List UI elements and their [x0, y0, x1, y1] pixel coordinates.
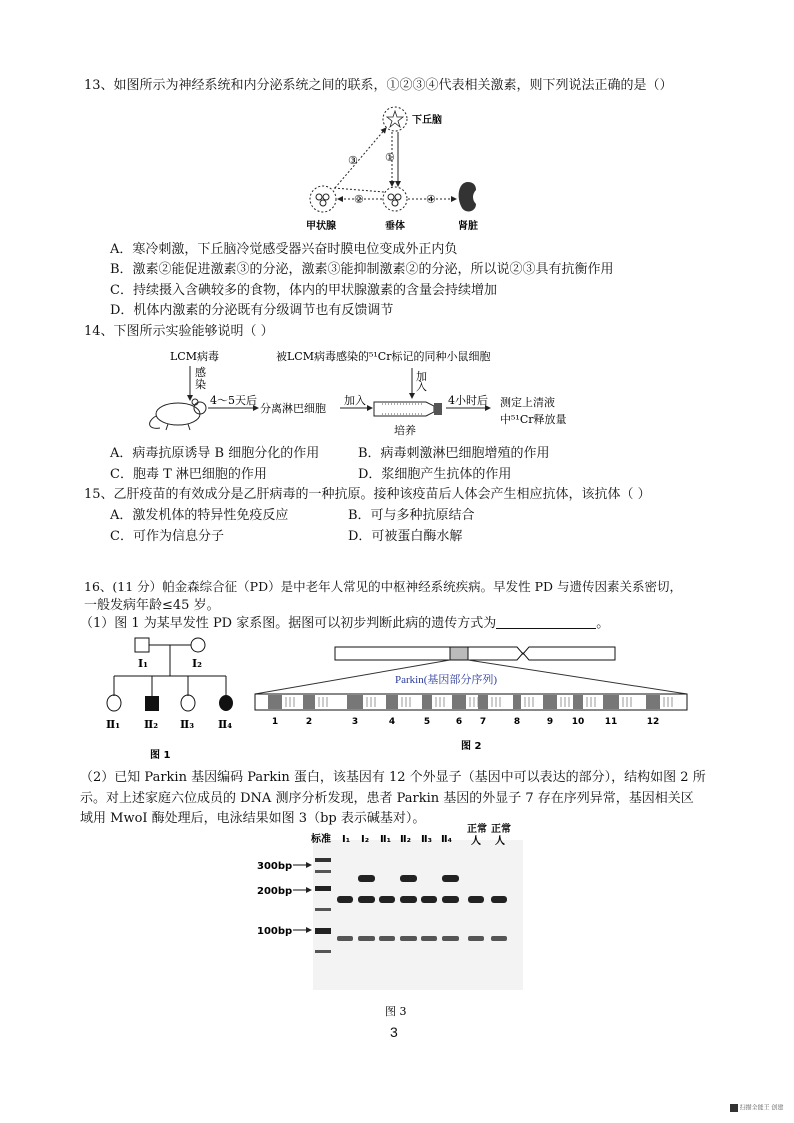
mouse-icon [150, 399, 206, 430]
lane-I1: Ⅰ₁ [342, 834, 351, 845]
q13-option-b: B．激素②能促进激素③的分泌，激素③能抑制激素②的分泌，所以说②③具有抗衡作用 [110, 262, 614, 277]
q14-option-d: D．浆细胞产生抗体的作用 [358, 467, 512, 482]
exon-label: 5 [423, 717, 431, 727]
exon-block [478, 695, 488, 709]
label-II4: Ⅱ₄ [218, 718, 233, 731]
marker-4: ④ [426, 193, 436, 206]
pituitary-label: 垂体 [385, 221, 405, 232]
label-II3: Ⅱ₃ [180, 718, 195, 731]
lane-normal-1-top: 正常 [467, 824, 487, 835]
q14-stem: 14、下图所示实验能够说明（ ） [84, 324, 274, 339]
exon-label: 7 [479, 717, 487, 727]
exon-label: 8 [513, 717, 521, 727]
bp200-label: 200bp [257, 886, 293, 897]
fig2-caption: 图 2 [461, 741, 482, 752]
lane-II1: Ⅱ₁ [380, 834, 391, 845]
q16-part1: （1）图 1 为某早发性 PD 家系图。据图可以初步判断此病的遗传方式为 。 [80, 616, 610, 631]
gene-figure [255, 642, 695, 757]
exon-block [543, 695, 557, 709]
svg-text:加: 加 [416, 370, 427, 383]
exon-label: 6 [455, 717, 463, 727]
exon-block [268, 695, 282, 709]
q16-part2-line2: 示。对上述家庭六位成员的 DNA 测序分析发现，患者 Parkin 基因的外显子 7 存在序列异常，基因相关区 [80, 791, 694, 806]
answer-blank [496, 614, 596, 629]
exon-block [422, 695, 432, 709]
lane-II4: Ⅱ₄ [441, 834, 452, 845]
q16-part2-line3: 域用 MwoI 酶处理后，电泳结果如图 3（bp 表示碱基对）。 [80, 811, 426, 826]
q15-option-c: C．可作为信息分子 [110, 529, 224, 544]
marker-2: ② [354, 193, 364, 206]
q15-option-b: B．可与多种抗原结合 [348, 508, 475, 523]
q16-part2-line1: （2）已知 Parkin 基因编码 Parkin 蛋白，该基因有 12 个外显子（基因中可以表达的部分），结构如图 2 所 [80, 770, 706, 785]
bp300-label: 300bp [257, 861, 293, 872]
exon-block [303, 695, 315, 709]
lane-normal-1-bot: 人 [471, 836, 481, 847]
hypothalamus-label: 下丘脑 [412, 115, 442, 126]
q15-option-a: A．激发机体的特异性免疫反应 [110, 508, 289, 523]
q15-option-d: D．可被蛋白酶水解 [348, 529, 463, 544]
exon-block [347, 695, 363, 709]
virus-label: LCM病毒 [170, 350, 219, 363]
exon-label: 4 [388, 717, 396, 727]
exon-block [513, 695, 521, 709]
q14-option-a: A．病毒抗原诱导 B 细胞分化的作用 [110, 446, 320, 461]
measure-label-1: 测定上清液 [500, 396, 555, 409]
q13-option-c: C．持续摄入含碘较多的食物，体内的甲状腺激素的含量会持续增加 [110, 283, 497, 298]
svg-text:入: 入 [416, 380, 427, 393]
add-label-2: 加入 [344, 394, 366, 407]
exon-block [573, 695, 583, 709]
exon-labels [272, 717, 659, 727]
q14-option-c: C．胞毒 T 淋巴细胞的作用 [110, 467, 267, 482]
exon-blocks [268, 695, 672, 709]
exon-label: 9 [546, 717, 554, 727]
q16-stem-line2: 一般发病年龄≤45 岁。 [84, 598, 220, 613]
exon-block [603, 695, 619, 709]
page-number: 3 [390, 1024, 398, 1040]
q13-option-a: A．寒冷刺激，下丘脑冷觉感受器兴奋时膜电位变成外正内负 [110, 242, 458, 257]
lane-I2: Ⅰ₂ [361, 834, 370, 845]
exon-block [452, 695, 466, 709]
label-II1: Ⅱ₁ [106, 718, 121, 731]
exon-label: 1 [271, 717, 279, 727]
qr-icon [730, 1104, 738, 1112]
lane-II2: Ⅱ₂ [400, 834, 411, 845]
exon-label: 11 [604, 717, 618, 727]
marker-3: ③ [348, 154, 358, 167]
neuron-icon [387, 111, 403, 127]
label-I2: Ⅰ₂ [192, 657, 202, 670]
thyroid-label: 甲状腺 [306, 221, 336, 232]
label-II2: Ⅱ₂ [144, 718, 159, 731]
days-label: 4～5天后 [210, 394, 257, 407]
marker-1: ① [385, 151, 395, 164]
q14-figure [150, 342, 590, 442]
hours-label: 4小时后 [448, 394, 488, 407]
kidney-icon [459, 182, 476, 211]
lane-II3: Ⅱ₃ [421, 834, 432, 845]
fig1-caption: 图 1 [150, 750, 171, 761]
separate-label: 分离淋巴细胞 [260, 402, 326, 415]
parkin-label: Parkin(基因部分序列) [395, 674, 498, 686]
label-I1: Ⅰ₁ [138, 657, 148, 670]
gel-figure [255, 826, 535, 1026]
infected-cells-label: 被LCM病毒感染的⁵¹Cr标记的同种小鼠细胞 [276, 350, 491, 363]
svg-text:感: 感 [195, 366, 206, 379]
svg-text:染: 染 [195, 378, 206, 391]
exon-block [386, 695, 398, 709]
exon-block [646, 695, 660, 709]
lane-normal-2-bot: 人 [495, 836, 505, 847]
culture-label: 培养 [394, 424, 416, 437]
fig3-caption: 图 3 [385, 1005, 407, 1018]
lane-normal-2-top: 正常 [491, 824, 511, 835]
q13-stem: 13、如图所示为神经系统和内分泌系统之间的联系，①②③④代表相关激素，则下列说法正确的是（） [84, 78, 673, 93]
q13-figure [300, 104, 510, 234]
bp100-label: 100bp [257, 926, 293, 937]
q14-option-b: B．病毒刺激淋巴细胞增殖的作用 [358, 446, 550, 461]
exon-label: 10 [571, 717, 585, 727]
lane-standard: 标准 [311, 834, 331, 845]
q16-stem-line1: 16、(11 分）帕金森综合征（PD）是中老年人常见的中枢神经系统疾病。早发性 PD 与遗传因素关系密切， [84, 579, 682, 594]
pedigree-figure [100, 636, 250, 766]
exon-label: 3 [351, 717, 359, 727]
measure-label-2: 中⁵¹Cr释放量 [500, 413, 567, 426]
q13-option-d: D．机体内激素的分泌既有分级调节也有反馈调节 [110, 303, 394, 318]
exon-label: 2 [305, 717, 313, 727]
culture-tube-icon [374, 402, 442, 416]
q15-stem: 15、乙肝疫苗的有效成分是乙肝病毒的一种抗原。接种该疫苗后人体会产生相应抗体，该抗体（ ） [84, 487, 651, 502]
exon-label: 12 [646, 717, 660, 727]
scanner-watermark: 扫描全能王 创建 [730, 1104, 783, 1113]
kidney-label: 肾脏 [458, 221, 478, 232]
